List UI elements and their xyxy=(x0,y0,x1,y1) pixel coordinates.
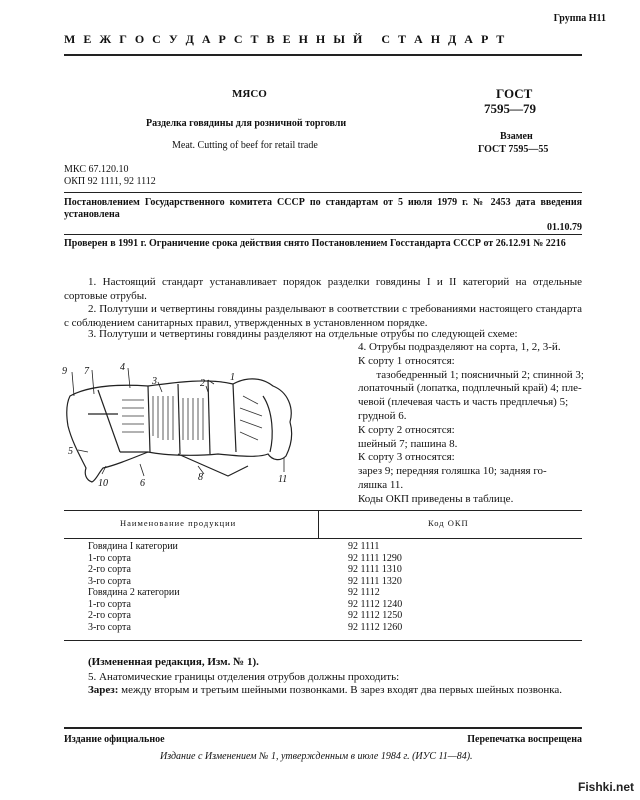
zarez-paragraph xyxy=(64,683,582,697)
diagram-label-5: 5 xyxy=(68,446,73,457)
beef-cutting-diagram xyxy=(58,356,308,496)
paragraph-1: 1. Настоящий стандарт устанавливает порядок разделки говядины I и II категорий на отдельные сортовые отрубы. xyxy=(64,276,582,302)
table-row-name: 3-го сорта xyxy=(88,575,131,587)
group-label: Группа Н11 xyxy=(553,13,606,24)
table-row-code: 92 1111 1320 xyxy=(348,575,402,587)
table-row-name: 1-го сорта xyxy=(88,598,131,610)
replaces-value: ГОСТ 7595—55 xyxy=(478,144,549,155)
table-row-code: 92 1112 xyxy=(348,587,380,598)
decree-date: 01.10.79 xyxy=(547,222,582,233)
decree-text: Постановлением Государственного комитета СССР по стандартам от 5 июля 1979 г. № 2453 дата введения установлена xyxy=(64,197,582,220)
table-row-code: 92 1112 1250 xyxy=(348,610,403,621)
p4-line: чевой (плечевая часть и часть предплечья) 5; xyxy=(358,396,569,409)
table-header-divider xyxy=(318,510,319,538)
diagram-label-4: 4 xyxy=(120,362,125,373)
gost-number: 7595—79 xyxy=(484,101,536,116)
p4-line: К сорту 2 относятся: xyxy=(358,423,455,436)
diagram-label-2: 2 xyxy=(200,378,205,389)
paragraph-3: 3. Полутуши и четвертины говядины разделяют на отдельные отрубы по следующей схеме: xyxy=(88,328,518,340)
fishki-watermark: Fishki.net xyxy=(577,780,634,794)
p4-line: шейный 7; пашина 8. xyxy=(358,437,458,450)
title-rule xyxy=(64,192,582,193)
table-row-name: 2-го сорта xyxy=(88,564,131,575)
paragraph-2: 2. Полутуши и четвертины говядины разделывают в соответствии с требованиями настоящего стандарта с соблюдением санитарных правил, утвержденных в установленном порядке. xyxy=(64,303,582,329)
p4-line: грудной 6. xyxy=(358,409,407,422)
p4-line: зарез 9; передняя голяшка 10; задняя го- xyxy=(358,465,547,478)
diagram-label-6: 6 xyxy=(140,478,145,489)
footer-rule xyxy=(64,727,582,729)
diagram-label-1: 1 xyxy=(230,372,235,383)
p4-line: К сорту 1 относятся: xyxy=(358,354,455,367)
table-col-code-header: Код ОКП xyxy=(428,518,469,528)
edition-with-change-note: Издание с Изменением № 1, утвержденным в июле 1984 г. (ИУС 11—84). xyxy=(160,751,473,762)
table-top-rule xyxy=(64,510,582,511)
diagram-label-3: 3 xyxy=(152,376,157,387)
diagram-label-8: 8 xyxy=(198,472,203,483)
verified-text: Проверен в 1991 г. Ограничение срока действия снято Постановлением Госстандарта СССР от 26.12.91 № 2216 xyxy=(64,238,566,249)
table-row-name: Говядина 2 категории xyxy=(88,587,180,598)
interstate-standard-title: М Е Ж Г О С У Д А Р С Т В Е Н Н Ы Й С Т А Н Д А Р Т xyxy=(64,32,507,46)
table-row-name: 2-го сорта xyxy=(88,610,131,621)
zarez-text: между вторым и третьим шейными позвонками. В зарез входят два первых шейных позвонка. xyxy=(118,684,563,696)
p4-line: тазобедренный 1; поясничный 2; спинной 3; xyxy=(376,368,584,381)
diagram-label-11: 11 xyxy=(278,474,288,485)
okp-code: ОКП 92 1111, 92 1112 xyxy=(64,176,156,187)
table-row-name: Говядина I категории xyxy=(88,541,178,552)
table-row-code: 92 1111 1310 xyxy=(348,564,402,575)
p4-line: лопаточный (лопатка, подплечный край) 4; пле- xyxy=(358,382,582,395)
table-bottom-rule xyxy=(64,640,582,641)
p4-line: Коды ОКП приведены в таблице. xyxy=(358,492,514,505)
table-row-name: 3-го сорта xyxy=(88,621,131,633)
diagram-label-9: 9 xyxy=(62,366,67,377)
table-header-rule xyxy=(64,538,582,539)
paragraph-4 xyxy=(358,341,584,507)
changed-edition-note: (Измененная редакция, Изм. № 1). xyxy=(88,656,259,668)
gost-label: ГОСТ xyxy=(496,86,533,101)
p4-line: К сорту 3 относятся: xyxy=(358,451,455,464)
zarez-label: Зарез: xyxy=(88,684,119,696)
table-row-code: 92 1111 1290 xyxy=(348,552,402,564)
decree-rule xyxy=(64,234,582,235)
table-row-code: 92 1112 1240 xyxy=(348,598,403,610)
standard-subtitle-ru: Разделка говядины для розничной торговли xyxy=(146,118,347,129)
reprint-prohibited-label: Перепечатка воспрещена xyxy=(467,734,582,745)
table-row-code: 92 1112 1260 xyxy=(348,621,403,633)
diagram-label-7: 7 xyxy=(84,366,89,377)
table-row-name: 1-го сорта xyxy=(88,552,131,564)
header-rule xyxy=(64,54,582,56)
table-row-code: 92 1111 xyxy=(348,541,380,552)
table-col-name-header: Наименование продукции xyxy=(120,518,237,528)
official-edition-label: Издание официальное xyxy=(64,734,165,745)
p4-line: 4. Отрубы подразделяют на сорта, 1, 2, 3-й. xyxy=(358,341,561,353)
paragraph-5: 5. Анатомические границы отделения отрубов должны проходить: xyxy=(88,671,400,683)
diagram-label-10: 10 xyxy=(98,478,108,489)
mks-code: МКС 67.120.10 xyxy=(64,164,129,175)
p4-line: ляшка 11. xyxy=(358,478,404,491)
standard-subtitle-en: Meat. Cutting of beef for retail trade xyxy=(172,140,318,151)
standard-name: МЯСО xyxy=(232,88,267,100)
replaces-label: Взамен xyxy=(500,131,533,142)
